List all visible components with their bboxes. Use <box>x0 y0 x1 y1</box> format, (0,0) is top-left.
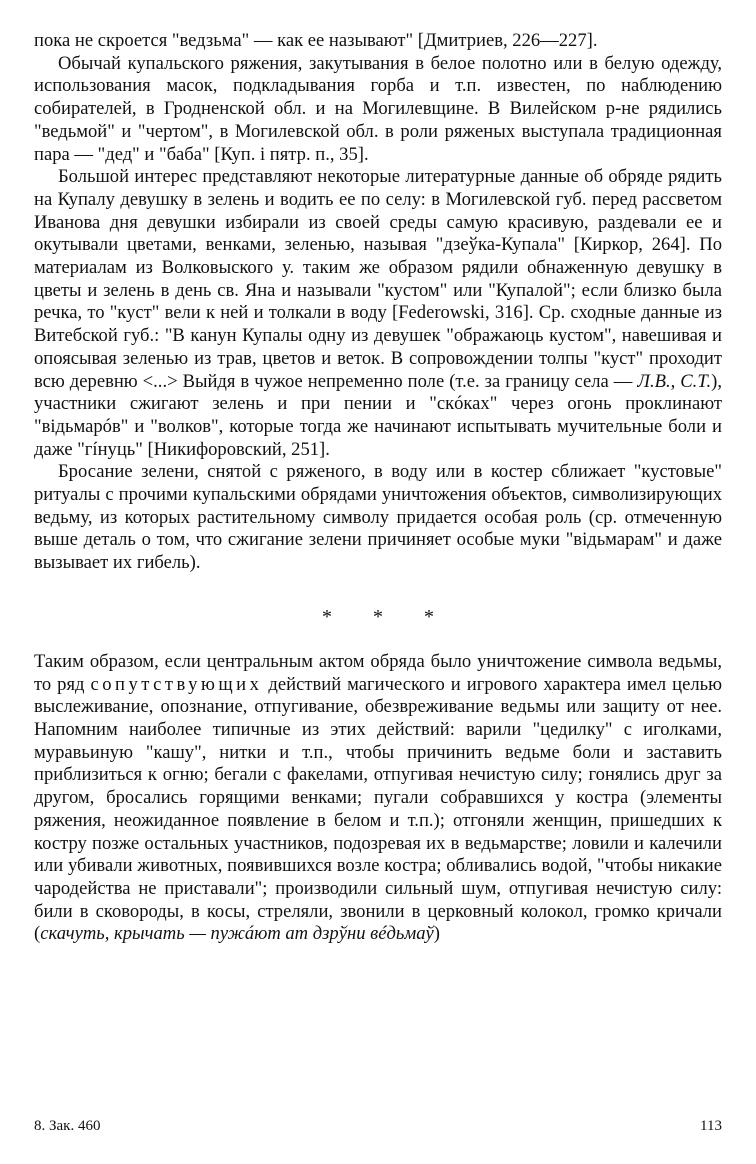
paragraph-2 <box>34 166 722 461</box>
text-run: ) <box>433 923 440 945</box>
spaced-text: сопутствующих <box>90 673 263 695</box>
text-run: Большой интерес представляют некоторые литературные данные об обряде рядить на Купалу девушку в зелень и водить ее по селу: в Могилевской губ. перед рассветом Иванова дня девушки избирали из своей среды самую красивую, раздевали ее и окутывали цветами, венками, зеленью, называя "дзеўка-Купала" [Киркор, 264]. По материалам из Волковыского у. таким же образом рядили обнаженную девушку в цветы и зелень в день св. Яна и называли "кустом" или "Купалой"; если близко была речка, то "куст" вели к ней и толкали в воду [Federowski, 316]. Ср. сходные данные из Витебской губ.: "В канун Купалы одну из девушек "ображаюць кустом", навешивая и опоясывая зеленью из трав, цветов и веток. В сопровождении толпы "куст" проходит всю деревню <...> Выйдя в чужое непременно поле (т.е. за границу села — <box>34 166 722 392</box>
page-number: 113 <box>700 1118 722 1134</box>
paragraph-4 <box>34 651 722 946</box>
text-run: ), участники сжигают зелень и при пении и "скóках" через огонь проклинают "відьмарóв" и "волков", которые тогда же начинают испытывать мучительные боли и даже "гíнуць" [Никифоровский, 251]. <box>34 370 722 460</box>
text-run: Обычай купальского ряжения, закутывания в белое полотно или в белую одежду, использования масок, подкладывания горба и т.п. известен, по наблюдению собирателей, в Гродненской обл. и на Могилевщине. В Вилейском р-не рядились "ведьмой" и "чертом", в Могилевской обл. в роли ряженых выступала традиционная пара — "дед" и "баба" [Куп. i пятр. п., 35]. <box>34 52 722 165</box>
text-run: действий магического и игрового характера имел целью выслеживание, опознание, отпугивание, обезвреживание ведьмы или защиту от нее. Напомним наиболее типичные из этих действий: варили "цедилку" с иголками, муравьиную "кашу", нитки и т.п., чтобы причинить ведьме боли и заставить приблизиться к огню; бегали с факелами, отпугивая нечистую силу; гонялись друг за другом, бросались горящими венками; пугали собравшихся у костра (элементы ряжения, неожиданное появление в белом и т.п.); отгоняли женщин, пришедших к костру позже остальных участников, подозревая их в ведьмарстве; ловили и калечили или убивали животных, появившихся возле костра; обливались водой, "чтобы никакие чародейства не приставали"; производили сильный шум, отпугивая нечистую силу: били в сковороды, в косы, стреляли, звонили в церковный колокол, громко кричали ( <box>34 673 722 945</box>
section-separator: * * * <box>322 605 452 628</box>
italic-text: Л.В., С.Т. <box>637 370 712 392</box>
paragraph-0 <box>34 30 722 53</box>
paragraph-3 <box>34 461 722 575</box>
signature-mark: 8. Зак. 460 <box>34 1118 101 1134</box>
text-run: Таким образом, если центральным актом обряда было уничтожение символа ведьмы, то ряд <box>34 650 722 695</box>
paragraph-1 <box>34 53 722 167</box>
page-body <box>34 30 722 946</box>
text-run: Бросание зелени, снятой с ряженого, в воду или в костер сближает "кустовые" ритуалы с прочими купальскими обрядами уничтожения объектов, символизирующих ведьму, из которых растительному символу придается особая роль (ср. отмеченную выше деталь о том, что сжигание зелени причиняет особые муки "відьмарам" и даже вызывает их гибель). <box>34 461 722 574</box>
text-run: пока не скроется "ведзьма" — как ее называют" [Дмитриев, 226—227]. <box>34 30 598 51</box>
italic-text: скачуть, крычать — пужáют ат дзрўни вéдьмаў <box>40 923 434 945</box>
page-footer <box>34 1118 722 1135</box>
